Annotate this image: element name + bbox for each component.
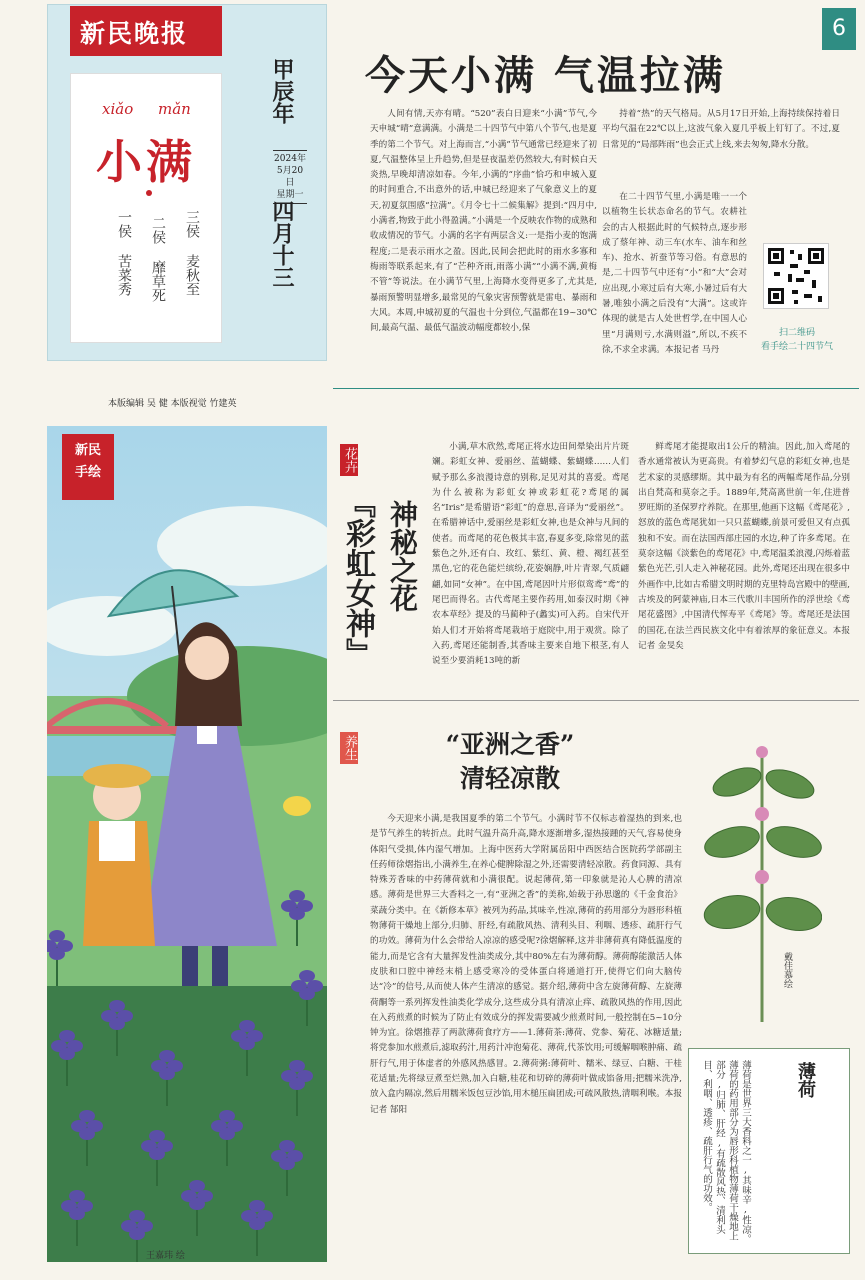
iris-blossom — [101, 1000, 133, 1056]
flower-article-col2: 鲜鸢尾才能提取出1公斤的精油。因此,加入鸢尾的香水通常被认为更高贵。有着梦幻气息的彩虹女神,也是艺术家的灵感缪斯。其中最为有名的两幅鸢尾作品,分别出自梵高和莫奈之手。1889年,梵高离世前一年,住进普罗旺斯的圣保罗疗养院。在那里,他画下这幅《鸢尾花》,怒放的蓝色鸢尾犹如一只只蓝蝴蝶,前景可爱但又有点孤独和不安。而在法国西部庄园的水边,种了许多鸢尾。在莫奈这幅《淡紫色的鸢尾花》中,鸢尾温柔浪漫,闪烁着蓝紫色光芒,引人走入神秘花园。此外,鸢尾还出现在很多中外画作中,比如古希腊文明时期的克里特岛宫殿中的壁画,古埃及的阿蒙神庙,日本三代歌川丰国所作的浮世绘《鸢尾花盛图》,中国清代恽寿平《鸢尾》等。鸢尾还是法国的国花,在法兰西民族文化中有着浓厚的象征意义。本报记者 金旻矣 — [638, 442, 850, 651]
health-title: “亚洲之香” 清轻凉散 — [445, 730, 575, 793]
section-divider — [333, 388, 859, 389]
editor-credits: 本版编辑 吴 健 本版视觉 竹建英 — [108, 399, 237, 409]
top-article-col2b: 在二十四节气里,小满是唯一一个以植物生长状态命名的节气。农耕社会的古人根据此时的气候特点,逐步形成了蔡年神、动三车(水车、油车和丝车)、抢水、祈蚕节等习俗。有意思的是,二十四节气中还有“小”和“大”会对应出现,小寒过后有大寒,小暑过后有大暑,唯独小满之后没有“大满”。这或许体现的就是古人处世哲学,在中国人心里“月满则亏,水满则溢”,所以,不疾不徐,不求全求满。本报记者 马丹 — [602, 192, 747, 355]
flower-title: 神秘之花 — [386, 500, 419, 612]
health-article-body: 今天迎来小满,是我国夏季的第二个节气。小满时节不仅标志着湿热的到来,也是节气养生的转折点。此时气温升高升高,降水逐渐增多,湿热接踵的天气,容易使身体阳气受损,体内湿气增加。上海中医药大学附属岳阳中西医结合医院药学部副主任药师徐熠指出,小满养生,在养心健脾除湿之外,还需要清轻凉散。药食同源、具有特殊芳香味的中药薄荷就和小满很配。说起薄荷,第一印象就是沁人心脾的清凉感。薄荷是世界三大香料之一,有“亚洲之香”的美称,始载于孙思邈的《千金食治》菜蔬分类中。在《新修本草》被列为药品,其味辛,性凉,薄荷的药用部分为唇形科植物薄荷干燥地上部分,归肺、肝经,有疏散风热、清利头目、利咽、透疹、疏肝行气的功效。薄荷为什么会带给人凉凉的感受呢?徐熠解释,这并非薄荷真有降低温度的能力,而是它含有大量挥发性油类成分,其中80%左右为薄荷醇。薄荷醇能激活人体皮肤和口腔中神经末梢上感受寒冷的受体蛋白将通道打开,使得它们向大脑传达“冷”的信号,从而使人体产生清凉的感觉。据介绍,薄荷中含左旋薄荷醇、左旋薄荷酮等一系列挥发性油类化学成分,这些成分具有清凉止痒、疏散风热的作用,因此在入药煎煮的时候为了防止有效成分的挥发需要减少煎煮时间,一般控制在5~10分钟为宜。徐熠推荐了两款薄荷食疗方——1.薄荷茶:薄荷、党参、菊花、冰糖适量;将党参加水煎煮后,滤取药汁,用药汁冲泡菊花、薄荷,代茶饮用;可缓解咽喉肿痛、疏肝行气,用于体虚者的外感风热感冒。2.薄荷粥:薄荷叶、糯米、绿豆、白糖、干桂花适量;先将绿豆煮至烂熟,加入白糖,桂花和切碎的薄荷叶做成馅备用;把糯米洗净,放入盒内隔凉,然后用糯米饭包豆沙馅,用木槌压扁团成;可疏风散热,清咽利喉。本报记者 郜阳 — [370, 814, 682, 1115]
lunar-date: 四月十三 — [269, 200, 295, 288]
iris-flowers-svg — [47, 426, 327, 1262]
mint-box-text: 薄荷是世界三大香料之一,其味辛,性凉。薄荷的药用部分为唇形科植物薄荷干燥地上部分,归肺、肝经,有疏散风热、清利头目、利咽、透疹、疏肝行气的功效。 — [701, 1060, 751, 1244]
iris-blossom — [281, 890, 313, 946]
page-number: 6 — [822, 8, 856, 50]
iris-blossom — [141, 1130, 173, 1186]
hand-drawn-badge: 新民 手绘 — [62, 434, 114, 500]
gregorian-date: 2024年 5月20日 星期一 — [273, 150, 307, 204]
phenology-1: 一侯 苦菜秀 — [116, 210, 132, 296]
section-divider-2 — [333, 700, 859, 701]
flower-subtitle: 『彩虹女神』 — [340, 488, 375, 668]
iris-blossom — [51, 1030, 83, 1086]
mint-box-title: 薄荷 — [795, 1062, 816, 1098]
iris-blossom — [181, 1180, 213, 1236]
iris-blossom — [61, 1190, 93, 1246]
solar-term-card — [70, 73, 222, 343]
iris-blossom — [71, 1110, 103, 1166]
top-article-col2: 持着“热”的天气格局。从5月17日开始,上海持续保持着日平均气温在22℃以上,这波气象入夏几乎板上钉钉了。不过,夏日常见的“局部阵雨”也会正式上线,来去匆匆,降水分散。 — [602, 109, 840, 150]
top-article-col1: 人间有情,天亦有晴。“520”表白日迎来“小满”节气,今天申城“晴”意满满。小满是二十四节气中第八个节气,也是夏季的第二个节气。对上海而言,“小满”节气通常已经迎来了初夏,气温整体呈上升趋势,但是昼夜温差仍然较大,有时候白天炎热,早晚却清凉如春。今年,小满的“序曲”恰巧和申城入夏的时间重合,不出意外的话,申城已经迎来了气象意义上的夏天,初夏氛围感“拉满”。《月令七十二候集解》提到:“四月中,小满者,物致于此小得盈满。”小满是一个反映农作物的成熟和收成情况的节气。小满的名字有两层含义:一是指小麦的饱满程度;二是表示雨水之盈。因此,民间会把此时的雨水多寡和梅雨等联系起来,有了“芒种齐雨,雨落小满”“小满不满,黄梅不管”等说法。在小满节气里,上海降水变得更多了,尤其是,暴雨预警明显增多,最常见的气象灾害预警就是雷电、暴雨和大风。本周,申城初夏的气温也十分到位,气温都在19~30℃间,最高气温、最低气温波动幅度都较小,保 — [370, 109, 597, 334]
iris-flowers-layer — [47, 426, 327, 1262]
iris-blossom — [271, 1140, 303, 1196]
qr-caption: 扫二维码 看手绘二十四节气 — [760, 328, 833, 352]
iris-blossom — [291, 970, 323, 1026]
flower-article-col1: 小满,草木欣然,鸢尾正将水边田间晕染出片片斑斓。彩虹女神、爱丽丝、蓝蝴蝶、紫蝴蝶……人们赋予那么多浪漫诗意的别称,足见对其的喜爱。鸢尾为什么被称为彩虹女神或彩虹花?鸢尾的属名“Iris”是希腊语“彩虹”的意思,音译为“爱丽丝”。在希腊神话中,爱丽丝是彩虹女神,也是众神与凡间的使者。而鸢尾的花色极其丰富,春夏多变,除常见的蓝紫色之外,还有白、玫红、紫红、黄、橙、褐红甚至黑色,它的花色能烂缤纷,花姿娴静,叶片青翠,气质翩翩,如同“女神”。在中国,鸢尾因叶片形似鸾鸢“鸢”的尾巴而得名。古代鸢尾主要作药用,如泰汉时期《神农本草经》提及的马蔺种子(蠡实)可入药。自宋代开始人们才开始将鸢尾栽培于庭院中,用于观赏。除了入药,鸢尾还能制香,其香味主要来自地下根茎,有人说至少要消耗13吨的新 — [432, 442, 629, 667]
dot-divider — [146, 190, 152, 196]
iris-blossom — [231, 1020, 263, 1076]
phenology-2: 二侯 靡草死 — [150, 216, 166, 302]
illustration-credit: 王嘉玮 绘 — [146, 1251, 185, 1261]
iris-blossom — [281, 1060, 313, 1116]
newspaper-logo: 新民晚报 — [70, 6, 222, 56]
qr-code[interactable] — [763, 243, 829, 309]
lunar-year: 甲辰年 — [269, 58, 295, 124]
phenology-3: 三侯 麦秋至 — [184, 210, 200, 296]
mint-plant-illustration — [702, 742, 822, 1032]
iris-blossom — [47, 930, 73, 986]
iris-blossom — [211, 1110, 243, 1166]
pinyin-xiao: xiǎo — [102, 100, 134, 118]
section-tag-health: 养生 — [340, 732, 358, 764]
plant-illustration-credit: 戴佳慕绘 — [782, 952, 792, 988]
section-tag-flower: 花卉 — [340, 444, 358, 476]
iris-blossom — [151, 1050, 183, 1106]
iris-blossom — [241, 1200, 273, 1256]
solar-term-name: 小满 — [96, 135, 196, 189]
page-headline: 今天小满 气温拉满 — [365, 52, 726, 99]
pinyin-man: mǎn — [158, 100, 191, 118]
